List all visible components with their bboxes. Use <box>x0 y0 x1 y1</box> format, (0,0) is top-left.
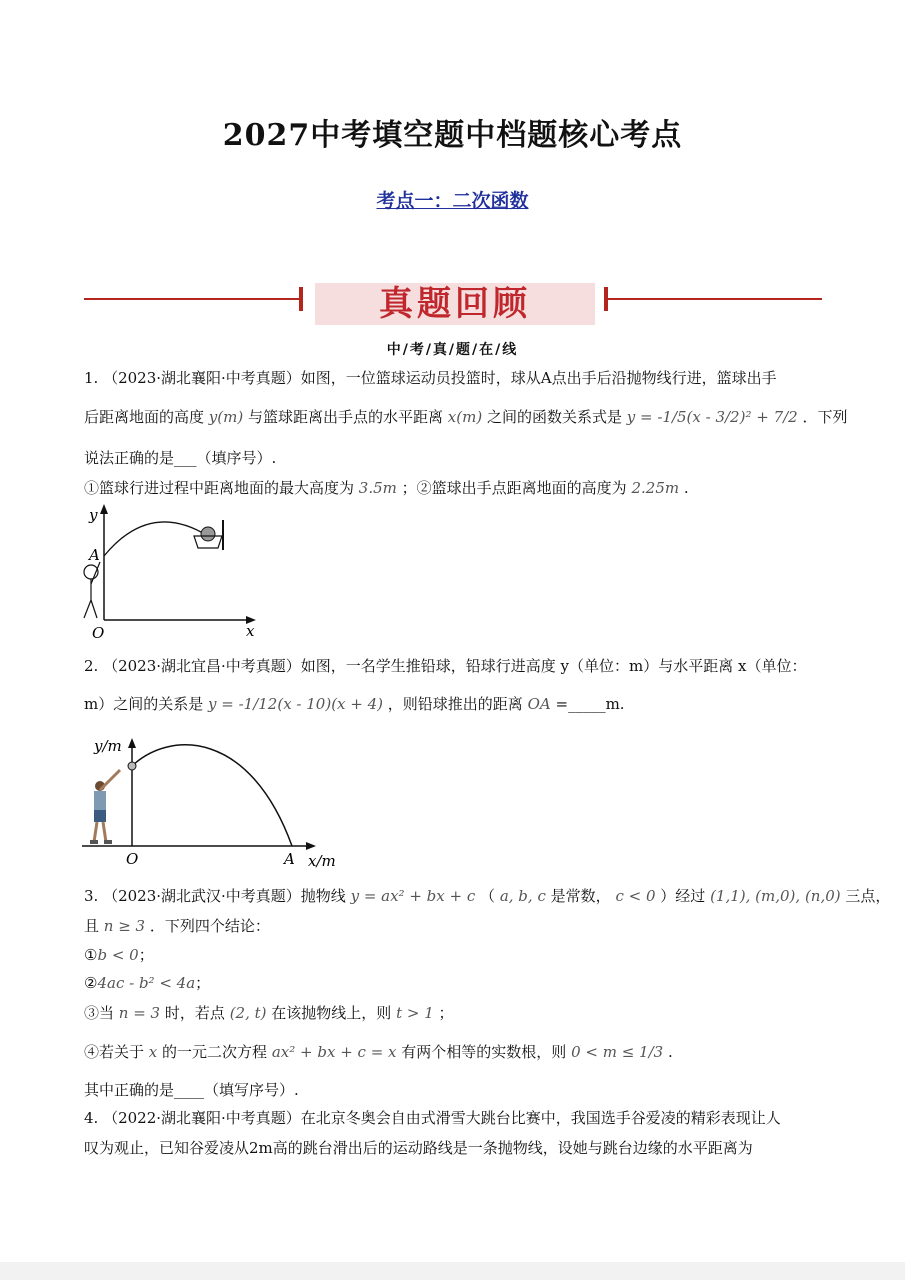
q1-math-height: 3.5m <box>358 479 397 497</box>
q3-text: ① <box>84 946 98 964</box>
q3-math: ax² + bx + c = x <box>271 1043 397 1061</box>
q3-text: 的一元二次方程 <box>162 1043 268 1061</box>
q2-text: m）之间的关系是 <box>84 695 204 713</box>
banner-right-line <box>608 298 822 300</box>
q3-text: （ <box>480 887 496 905</box>
q3-text: 在该抛物线上，则 <box>271 1004 392 1022</box>
q3-math-points: (1,1), (m,0), (n,0) <box>710 887 841 905</box>
q2-text: =_____m. <box>555 695 625 713</box>
q1-text: 之间的函数关系式是 <box>486 408 622 426</box>
fig2-origin-label: O <box>126 850 139 868</box>
q3-math-c: c < 0 <box>615 887 656 905</box>
q3-math: n = 3 <box>118 1004 161 1022</box>
q3-text: ； <box>438 1004 454 1022</box>
q4-line-1: 4. （2022·湖北襄阳·中考真题）在北京冬奥会自由式滑雪大跳台比赛中，我国选手谷爱凌的精彩表现让人 <box>84 1109 781 1127</box>
q3-math: (2, t) <box>229 1004 267 1022</box>
q3-text: 且 <box>84 917 100 935</box>
q2-math-oa: OA <box>527 695 551 713</box>
q1-line-1: 1. （2023·湖北襄阳·中考真题）如图，一位篮球运动员投篮时，球从A点出手后沿抛物线行进，篮球出手 <box>84 369 777 387</box>
q3-text: ）经过 <box>660 887 706 905</box>
page-title: 2027中考填空题中档题核心考点 <box>222 118 683 153</box>
q3-text: ④若关于 <box>84 1043 145 1061</box>
banner-left-tick <box>299 287 303 311</box>
q3-math-abc: a, b, c <box>499 887 546 905</box>
q3-math: 4ac - b² < 4a <box>97 974 196 992</box>
q1-line-4 <box>84 478 689 498</box>
q3-math-n: n ≥ 3 <box>103 917 146 935</box>
q1-formula: y = -1/5(x - 3/2)² + 7/2 <box>626 408 798 426</box>
q1-text: ①篮球行进过程中距离地面的最大高度为 <box>84 479 355 497</box>
fig2-x-label: x/m <box>308 852 336 870</box>
q3-formula: y = ax² + bx + c <box>350 887 476 905</box>
q3-math: 0 < m ≤ 1/3 <box>571 1043 664 1061</box>
q3-text: ； <box>138 946 154 964</box>
q3-text: . <box>667 1043 673 1061</box>
q3-math: b < 0 <box>97 946 139 964</box>
q3-text: 时，若点 <box>164 1004 225 1022</box>
q1-text: ；②篮球出手点距离地面的高度为 <box>401 479 627 497</box>
q1-text: ．下列 <box>802 408 848 426</box>
q3-conclusion-4 <box>84 1042 673 1062</box>
q1-text: . <box>683 479 689 497</box>
q3-math: x <box>148 1043 158 1061</box>
q3-text: ．下列四个结论： <box>149 917 270 935</box>
q2-text: ，则铅球推出的距离 <box>387 695 523 713</box>
q3-text: 有两个相等的实数根，则 <box>401 1043 567 1061</box>
banner-title: 真题回顾 <box>379 284 531 324</box>
basketball-figure <box>80 500 270 645</box>
q2-line-2 <box>84 694 625 714</box>
q3-text: 是常数， <box>550 887 611 905</box>
banner-left-line <box>84 298 300 300</box>
q2-formula: y = -1/12(x - 10)(x + 4) <box>208 695 384 713</box>
page-footer-strip <box>0 1262 905 1280</box>
q3-text: 三点， <box>845 887 891 905</box>
topic-subtitle: 考点一：二次函数 <box>376 190 529 212</box>
fig1-origin-label: O <box>92 624 105 642</box>
q3-line-1 <box>84 886 890 906</box>
fig2-y-label: y/m <box>94 737 122 755</box>
q4-line-2: 叹为观止，已知谷爱凌从2m高的跳台滑出后的运动路线是一条抛物线，设她与跳台边缘的水平距离为 <box>84 1139 753 1157</box>
q1-math-y: y(m) <box>208 408 244 426</box>
q3-text: ③当 <box>84 1004 115 1022</box>
fig1-point-a-label: A <box>89 546 100 564</box>
q3-conclusion-1 <box>84 945 154 965</box>
q3-line-2 <box>84 916 270 936</box>
shot-put-figure <box>80 730 360 875</box>
fig2-point-a-label: A <box>284 850 295 868</box>
fig1-y-label: y <box>89 506 98 524</box>
q3-text: ； <box>195 974 211 992</box>
q2-line-1: 2. （2023·湖北宜昌·中考真题）如图，一名学生推铅球，铅球行进高度 y（单位：m）与水平距离 x（单位： <box>84 657 807 675</box>
q1-math-release: 2.25m <box>631 479 680 497</box>
q3-answer-line: 其中正确的是____（填写序号）. <box>84 1081 299 1099</box>
q3-conclusion-3 <box>84 1003 454 1023</box>
fig1-x-label: x <box>246 622 255 640</box>
q1-line-2 <box>84 407 848 427</box>
q1-text: 与篮球距离出手点的水平距离 <box>247 408 443 426</box>
q3-math: t > 1 <box>396 1004 434 1022</box>
q1-line-3: 说法正确的是___（填序号）. <box>84 449 277 467</box>
q3-text: 3. （2023·湖北武汉·中考真题）抛物线 <box>84 887 346 905</box>
section-heading: 中/考/真/题/在/线 <box>386 342 519 358</box>
q3-text: ② <box>84 974 98 992</box>
q1-math-x: x(m) <box>447 408 483 426</box>
q1-text: 后距离地面的高度 <box>84 408 205 426</box>
q3-conclusion-2 <box>84 973 210 993</box>
